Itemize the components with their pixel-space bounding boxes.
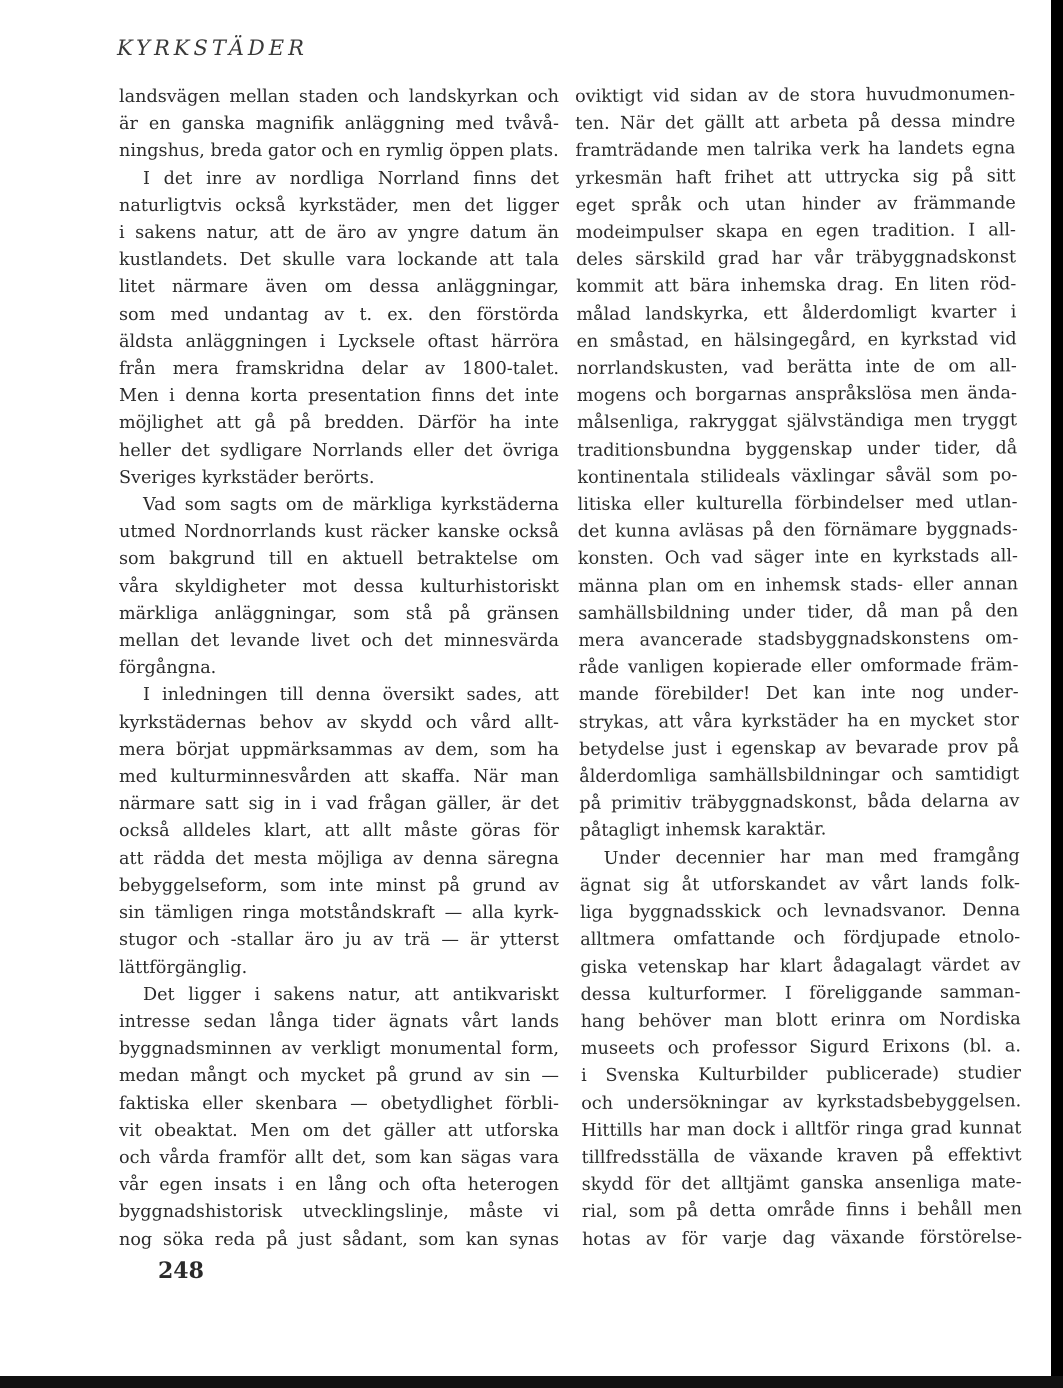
text-line: naturligtvis också kyrkstäder, men det ligger xyxy=(119,195,559,216)
text-line: alltmera omfattande och fördjupade etnolo- xyxy=(580,927,1021,951)
text-line: männa plan om en inhemsk stads- eller annan xyxy=(578,573,1019,597)
text-line: det kunna avläsas på den förnämare byggnads- xyxy=(577,519,1018,543)
text-line: mellan det levande livet och det minnesvärda xyxy=(119,631,559,652)
text-line: kommit att bära inhemska drag. En liten röd- xyxy=(576,274,1017,298)
text-line: framträdande men talrika verk ha landets egna xyxy=(575,138,1016,162)
text-line: faktiska eller skenbara — obetydlighet förbli- xyxy=(119,1093,559,1114)
running-head: KYRKSTÄDER xyxy=(117,36,308,60)
text-line: mera avancerade stadsbyggnadskonstens om- xyxy=(578,628,1019,652)
text-line: dessa kulturformer. I föreliggande samman- xyxy=(580,981,1021,1005)
text-line: vår egen insats i en lång och ofta heterogen xyxy=(119,1175,559,1196)
scan-border-right xyxy=(1051,0,1063,1388)
text-line: kontinentala stilideals växlingar såväl som po- xyxy=(577,465,1018,488)
text-line: utmed Nordnorrlands kust räcker kanske också xyxy=(119,522,559,543)
text-line: i Svenska Kulturbilder publicerade) studier xyxy=(581,1063,1022,1087)
text-line: deles särskild grad har vår träbyggnadskonst xyxy=(576,247,1017,271)
text-line: rial, som på detta område finns i behåll men xyxy=(581,1199,1022,1223)
text-line: råde vanligen kopierade eller omformade främ- xyxy=(578,655,1019,679)
text-line: på primitiv träbyggnadskonst, båda delarna av xyxy=(579,791,1020,815)
text-line: skydd för det alltjämt ganska ansenliga mate- xyxy=(581,1172,1022,1196)
text-line: med kulturminnesvården att skaffa. När man xyxy=(119,767,559,788)
text-line: nog söka reda på just sådant, som kan synas xyxy=(119,1229,559,1250)
text-line: är en ganska magnifik anläggning med tvåvå- xyxy=(119,114,559,135)
text-line: ten. När det gällt att arbeta på dessa mindre xyxy=(575,111,1016,135)
text-line: betydelse just i egenskap av bevarade prov på xyxy=(579,737,1020,760)
text-line: museets och professor Sigurd Erixons (bl. a. xyxy=(580,1036,1021,1060)
text-line: tillfredsställa de växande kraven på effektivt xyxy=(581,1145,1022,1168)
text-line: Hittills har man dock i alltför ringa grad kunnat xyxy=(581,1118,1022,1141)
text-line: som med undantag av t. ex. den förstörda xyxy=(119,304,559,325)
text-line: förgångna. xyxy=(119,658,217,679)
paragraph-start-line: Under decennier har man med framgång xyxy=(603,845,1020,869)
right-column xyxy=(575,81,1022,1253)
text-line: norrlandskusten, vad berätta inte de om all- xyxy=(576,356,1017,380)
text-line: medan mångt och mycket på grund av sin — xyxy=(119,1066,559,1087)
text-line: stugor och -stallar äro ju av trä — är ytterst xyxy=(119,930,559,951)
text-line: äldsta anläggningen i Lycksele oftast härröra xyxy=(119,331,559,352)
text-line: litet närmare även om dessa anläggningar, xyxy=(119,277,559,298)
text-line: från mera framskridna delar av 1800-talet. xyxy=(119,359,559,380)
text-line: Sveriges kyrkstäder berörts. xyxy=(119,467,375,488)
text-line: modeimpulser skapa en egen tradition. I all- xyxy=(575,220,1016,244)
text-line: heller det sydligare Norrlands eller det övriga xyxy=(119,440,559,461)
text-line: liga byggnadsskick och levnadsvanor. Denna xyxy=(580,900,1021,924)
text-line: lättförgänglig. xyxy=(119,957,248,978)
paragraph-start-line: I inledningen till denna översikt sades, att xyxy=(143,685,559,706)
text-line: yrkesmän haft frihet att uttrycka sig på sitt xyxy=(575,165,1016,189)
text-line: målsenliga, rakryggat självständiga men tryggt xyxy=(577,410,1018,434)
text-line: mande förebilder! Det kan inte nog under- xyxy=(578,682,1019,706)
text-line: påtagligt inhemsk karaktär. xyxy=(579,819,827,842)
text-line: en småstad, en hälsingegård, en kyrkstad vid xyxy=(576,329,1017,352)
paragraph-start-line: Det ligger i sakens natur, att antikvariskt xyxy=(143,984,559,1005)
text-line: konsten. Och vad säger inte en kyrkstads all- xyxy=(577,546,1018,570)
text-line: i sakens natur, att de äro av yngre datum än xyxy=(119,223,559,244)
text-line: landsvägen mellan staden och landskyrkan och xyxy=(119,87,559,107)
text-line: ålderdomliga samhällsbildningar och samtidigt xyxy=(579,764,1020,788)
text-line: möjlighet att gå på bredden. Därför ha inte xyxy=(119,413,559,434)
text-line: traditionsbundna byggenskap under tider, då xyxy=(577,437,1018,461)
text-line: byggnadsminnen av verkligt monumental form, xyxy=(119,1039,559,1060)
text-line: intresse sedan långa tider ägnats vårt lands xyxy=(119,1011,559,1032)
left-column xyxy=(119,84,559,1254)
text-line: strykas, att våra kyrkstäder ha en mycket stor xyxy=(578,709,1019,733)
text-line: att rädda det mesta möjliga av denna säregna xyxy=(119,848,559,869)
text-line: kyrkstädernas behov av skydd och vård allt- xyxy=(119,712,559,733)
text-line: närmare satt sig in i vad frågan gäller, är det xyxy=(119,794,559,815)
text-line: samhällsbildning under tider, då man på den xyxy=(578,601,1019,624)
text-line: hang behöver man blott erinra om Nordiska xyxy=(580,1009,1021,1032)
text-line: mogens och borgarnas anspråkslösa men ända- xyxy=(576,383,1017,407)
text-line: sin tämligen ringa motståndskraft — alla kyrk- xyxy=(119,903,559,924)
text-line: och undersökningar av kyrkstadsbebyggelsen. xyxy=(581,1090,1022,1114)
text-line: våra skyldigheter mot dessa kulturhistoriskt xyxy=(119,576,559,597)
text-line: och vårda framför allt det, som kan sägas vara xyxy=(119,1147,559,1168)
text-line: som bakgrund till en aktuell betraktelse om xyxy=(119,549,559,570)
text-line: kustlandets. Det skulle vara lockande att tala xyxy=(119,250,559,271)
text-line: bebyggelseform, som inte minst på grund av xyxy=(119,875,559,896)
text-line: ningshus, breda gator och en rymlig öppen plats. xyxy=(119,141,559,162)
text-line: vit obeaktat. Men om det gäller att utforska xyxy=(119,1120,559,1141)
text-line: byggnadshistorisk utvecklingslinje, måste vi xyxy=(119,1202,559,1223)
paragraph-start-line: I det inre av nordliga Norrland finns det xyxy=(143,168,559,189)
text-line: också alldeles klart, att allt måste göras för xyxy=(119,821,559,842)
text-line: eget språk och utan hinder av främmande xyxy=(575,193,1016,216)
text-line: Men i denna korta presentation finns det inte xyxy=(119,386,559,407)
text-line: målad landskyrka, ett ålderdomligt kvarter i xyxy=(576,301,1017,325)
paragraph-start-line: Vad som sagts om de märkliga kyrkstäderna xyxy=(143,495,559,516)
text-line: hotas av för varje dag växande förstörelse- xyxy=(581,1226,1023,1250)
page-number: 248 xyxy=(158,1258,204,1284)
text-line: ägnat sig åt utforskandet av vårt lands folk- xyxy=(579,873,1020,896)
text-line: giska vetenskap har klart ådagalagt värdet av xyxy=(580,954,1021,978)
text-line: oviktigt vid sidan av de stora huvudmonumen- xyxy=(575,84,1016,107)
text-line: märkliga anläggningar, som stå på gränsen xyxy=(119,603,559,624)
text-line: litiska eller kulturella förbindelser med utlan- xyxy=(577,492,1018,516)
text-line: mera börjat uppmärksammas av dem, som ha xyxy=(119,739,559,760)
scan-border-bottom xyxy=(0,1376,1063,1388)
